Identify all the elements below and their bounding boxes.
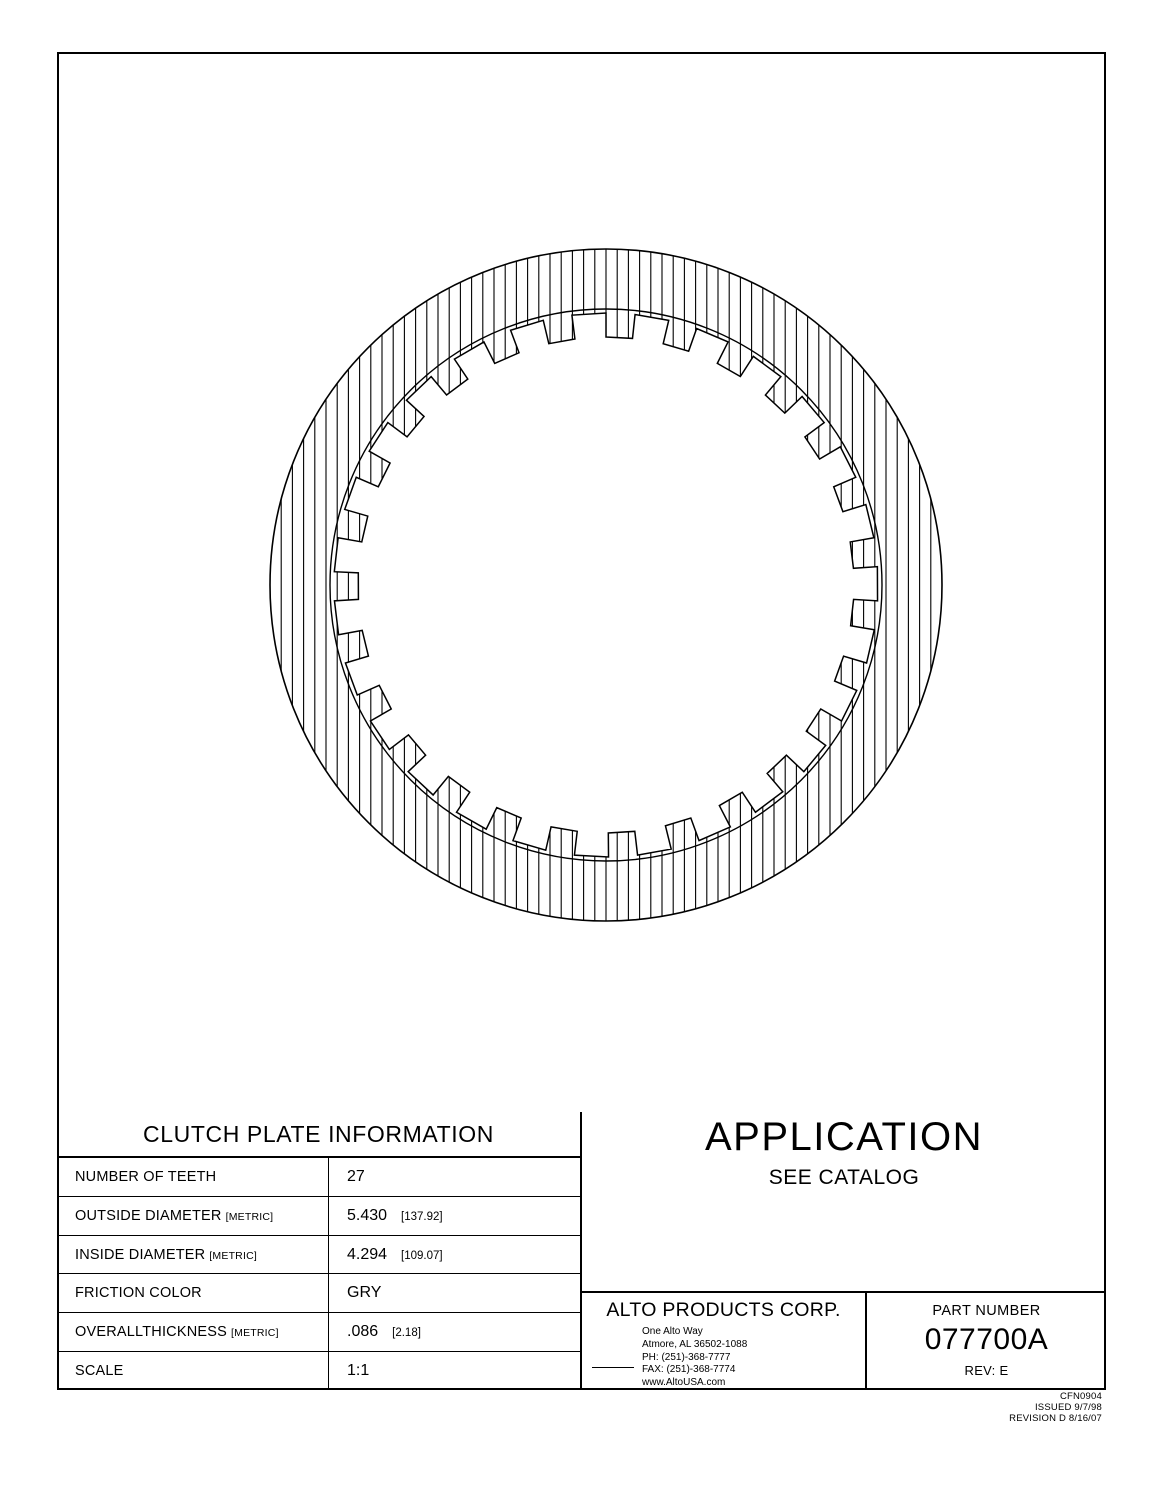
spec-value-inside-diameter [329,1236,580,1274]
table-row [57,1352,580,1390]
spec-label-text: OUTSIDE DIAMETER [75,1207,222,1224]
spec-table [57,1158,580,1390]
spec-value-friction-color [329,1274,580,1312]
spec-label-friction-color [57,1274,329,1312]
spec-label-overall-thickness [57,1313,329,1351]
table-row [57,1158,580,1197]
company-address [642,1326,747,1390]
spec-label-text: OVERALLTHICKNESS [75,1324,228,1341]
application-subtext: SEE CATALOG [768,1166,920,1189]
application-heading: APPLICATION [704,1115,984,1159]
spec-value-mm: [137.92] [401,1210,443,1223]
clutch-plate-svg [57,52,1106,1112]
spec-label-inside-diameter [57,1236,329,1274]
spec-label-number-of-teeth [57,1158,329,1196]
footnote-revision: REVISION D 8/16/07 [1009,1412,1102,1424]
sheet-footnote [1009,1392,1102,1425]
spec-value-overall-thickness [329,1313,580,1351]
address-line-2: Atmore, AL 36502-1088 [642,1338,748,1350]
application-area [582,1112,1106,1293]
spec-label-text: INSIDE DIAMETER [75,1246,206,1263]
table-row [57,1313,580,1352]
company-website[interactable]: www.AltoUSA.com [642,1377,726,1389]
spec-metric-tag: [METRIC] [225,1210,274,1223]
footnote-cfn: CFN0904 [1059,1391,1102,1402]
spec-value-text: .086 [347,1323,379,1341]
spec-value-text: 4.294 [347,1245,388,1263]
spec-metric-tag: [METRIC] [209,1249,257,1262]
spec-label-scale [57,1352,329,1390]
company-name: ALTO PRODUCTS CORP. [606,1299,841,1322]
spec-value-text: GRY [347,1284,382,1302]
table-row [57,1274,580,1313]
part-number-block [867,1293,1106,1390]
spec-value-text: 5.430 [347,1206,388,1224]
company-fax: FAX: (251)-368-7774 [642,1364,736,1376]
table-row [57,1236,580,1275]
divider-dash [592,1367,634,1368]
spec-metric-tag: [METRIC] [231,1327,279,1340]
clutch-plate-info-heading: CLUTCH PLATE INFORMATION [57,1112,580,1158]
part-number-label: PART NUMBER [932,1303,1041,1320]
company-block [582,1293,867,1390]
spec-value-mm: [2.18] [392,1327,421,1340]
company-phone: PH: (251)-368-7777 [642,1351,731,1363]
spec-value-number-of-teeth [329,1158,580,1196]
spec-value-mm: [109.07] [401,1249,443,1262]
footnote-issued: ISSUED 9/7/98 [1034,1401,1102,1413]
spec-label-text: FRICTION COLOR [75,1285,202,1302]
spec-label-outside-diameter [57,1197,329,1235]
spec-label-text: SCALE [75,1363,124,1380]
company-address-wrap [582,1326,865,1390]
clutch-plate-drawing [57,52,1106,1112]
company-area [582,1293,1106,1390]
revision-label: REV: E [964,1363,1009,1379]
spec-value-scale [329,1352,580,1390]
spec-label-text: NUMBER OF TEETH [75,1168,217,1185]
table-row [57,1197,580,1236]
address-line-1: One Alto Way [642,1326,703,1338]
spec-value-text: 27 [347,1167,365,1185]
application-panel [582,1112,1106,1390]
spec-value-text: 1:1 [347,1362,370,1380]
spec-value-outside-diameter [329,1197,580,1235]
part-number-value: 077700A [924,1323,1049,1357]
title-block [57,1112,1106,1390]
clutch-plate-info-panel [57,1112,582,1390]
